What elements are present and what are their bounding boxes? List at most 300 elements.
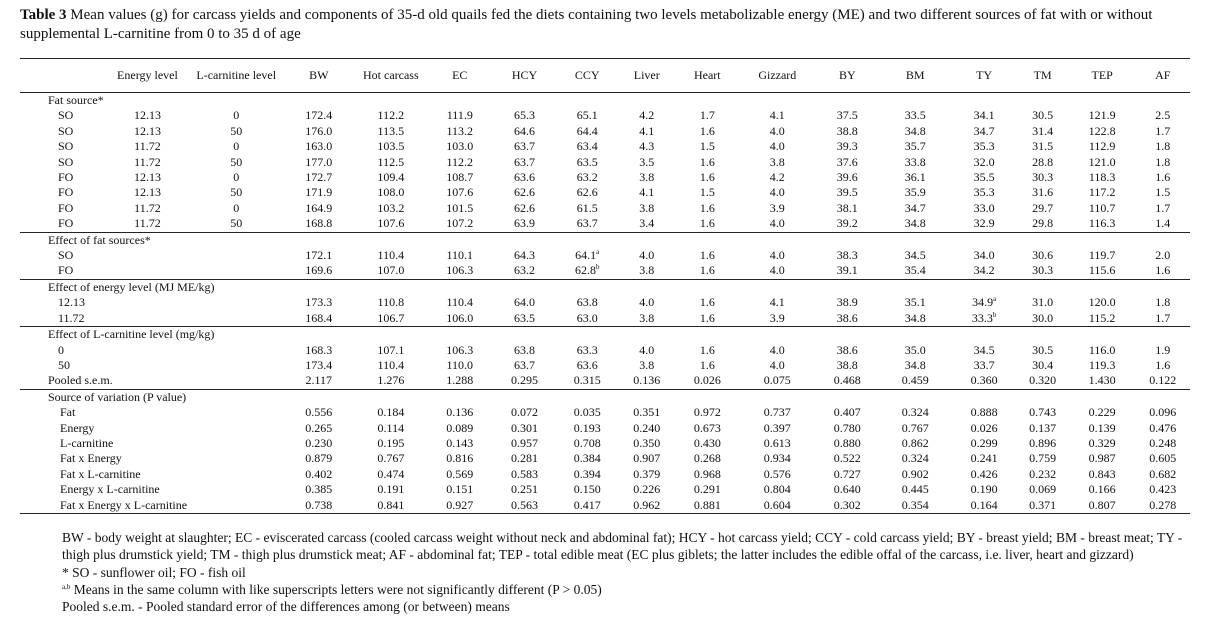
table-cell: 0.804 (763, 482, 791, 497)
table-cell: 1.6 (699, 200, 715, 215)
table-cell: 0.987 (1088, 451, 1116, 466)
table-cell: 4.0 (769, 185, 785, 200)
row-label: 11.72 (20, 311, 106, 327)
table-cell: 0.184 (377, 405, 405, 420)
table-cell: 0.476 (1149, 420, 1177, 435)
table-cell: 38.1 (836, 200, 858, 215)
table-cell: 11.72 (134, 139, 161, 154)
table-cell: 11.72 (134, 200, 161, 215)
table-cell: 4.2 (769, 170, 785, 185)
table-cell (676, 343, 739, 358)
section-header-row (20, 389, 1190, 405)
table-cell: 0.164 (952, 498, 1017, 514)
cell-value: 30.3 (1032, 263, 1054, 278)
table-cell: 168.8 (283, 216, 354, 232)
table-cell (618, 311, 676, 327)
footnote-superscripts (20, 581, 1200, 598)
table-cell (283, 295, 354, 310)
table-cell: 39.6 (836, 170, 858, 185)
table-cell (354, 343, 427, 358)
cell-value: 35.4 (904, 263, 926, 278)
cell-value: 110.1 (446, 248, 474, 263)
table-cell: 63.9 (492, 216, 557, 232)
table-cell (618, 263, 676, 279)
table-cell: 34.7 (973, 123, 995, 138)
table-cell (676, 263, 739, 279)
table-row (20, 498, 1190, 514)
table-cell (557, 263, 618, 279)
table-cell: 1.5 (699, 185, 715, 200)
table-cell: 1.8 (1155, 139, 1171, 154)
table-cell: 1.7 (1155, 123, 1171, 138)
table-cell: 107.6 (446, 185, 474, 200)
section-title: Source of variation (P value) (48, 389, 187, 404)
row-label: Energy x L-carnitine (60, 482, 160, 497)
row-label: SO (58, 248, 74, 263)
table-cell: 39.3 (836, 139, 858, 154)
data-table-container (20, 58, 1210, 514)
table-cell (816, 311, 879, 327)
table-cell: 0.522 (833, 451, 861, 466)
table-cell (739, 311, 816, 327)
cell-value: 34.5 (973, 342, 995, 357)
table-cell: 64.6 (514, 123, 536, 138)
table-cell (106, 343, 190, 358)
table-cell: 113.2 (446, 123, 474, 138)
column-header: BY (838, 68, 856, 82)
table-cell: 35.7 (904, 139, 926, 154)
table-cell (879, 263, 952, 279)
table-cell: 0.888 (970, 405, 998, 420)
header-row (20, 59, 1190, 93)
table-cell (952, 358, 1017, 373)
cell-value: 39.1 (836, 263, 858, 278)
significance-superscript: a (993, 295, 997, 304)
table-cell (106, 358, 190, 373)
column-header: BM (905, 68, 925, 82)
significance-superscript: b (992, 310, 997, 319)
table-cell: 0.143 (446, 435, 474, 450)
table-cell (1136, 263, 1190, 279)
table-cell: 171.9 (305, 185, 333, 200)
cell-value: 38.6 (836, 342, 858, 357)
cell-value: 62.8 (574, 263, 596, 278)
table-cell: 0.096 (1149, 405, 1177, 420)
cell-value: 33.7 (973, 357, 995, 372)
table-cell: 0.302 (816, 498, 879, 514)
row-label: SO (58, 139, 74, 154)
cell-value: 34.0 (973, 248, 995, 263)
table-cell (427, 343, 492, 358)
significance-superscript: b (595, 263, 600, 272)
table-cell: 0.605 (1149, 451, 1177, 466)
table-cell: 0.468 (816, 373, 879, 389)
table-cell (816, 295, 879, 310)
table-cell: 3.5 (639, 154, 655, 169)
table-cell: 1.6 (699, 170, 715, 185)
table-cell (1017, 295, 1069, 310)
table-cell (557, 343, 618, 358)
cell-value: 4.0 (769, 248, 785, 263)
table-cell: 0.301 (511, 420, 539, 435)
table-row (20, 108, 1190, 123)
table-cell: 35.3 (973, 185, 995, 200)
table-cell: 107.6 (354, 216, 427, 232)
table-cell (427, 311, 492, 327)
section-header-row (20, 93, 1190, 109)
table-cell: 4.0 (769, 139, 785, 154)
column-header: BW (309, 68, 329, 82)
table-cell: 117.2 (1088, 185, 1116, 200)
table-cell (676, 295, 739, 310)
table-cell: 50 (189, 216, 283, 232)
table-cell: 33.8 (904, 154, 926, 169)
table-cell: 0.727 (833, 466, 861, 481)
significance-superscript: a (596, 248, 600, 257)
table-cell: 172.7 (305, 170, 333, 185)
table-row (20, 467, 1190, 482)
table-cell: 34.7 (904, 200, 926, 215)
table-cell: 0.841 (354, 498, 427, 514)
column-header: L-carnitine level (196, 68, 277, 82)
footnote-abbreviations: BW - body weight at slaughter; EC - eviscerated carcass (cooled carcass weight without neck and abdominal fat); HCY - hot carcass yield; CCY - cold carcass yield; BY - breast yield; BM - breast meat; TY - thigh plus drumstick yield; TM - thigh plus drumstick meat; AF - abdominal fat; TEP - total edible meat (EC plus giblets; the latter includes the edible offal of the carcass, i.e. liver, heart and gizzard) (62, 530, 1183, 563)
table-cell: 0.190 (970, 482, 998, 497)
table-cell: 63.5 (576, 154, 598, 169)
table-cell: 164.9 (305, 200, 333, 215)
table-cell: 1.5 (699, 139, 715, 154)
pooled-sem-row (20, 373, 1190, 389)
cell-value: 34.5 (904, 248, 926, 263)
table-cell (492, 358, 557, 373)
cell-value: 172.1 (305, 248, 333, 263)
table-cell: 0.968 (693, 466, 721, 481)
table-cell: 0.324 (901, 405, 929, 420)
column-header: EC (452, 68, 468, 82)
table-cell: 0.423 (1149, 482, 1177, 497)
table-cell: 0.278 (1136, 498, 1190, 514)
table-cell: 3.8 (639, 200, 655, 215)
table-cell: 0.166 (1088, 482, 1116, 497)
cell-value: 4.1 (769, 295, 785, 310)
table-cell (1017, 358, 1069, 373)
table-cell: 0.379 (633, 466, 661, 481)
section-header-row (20, 327, 1190, 343)
table-cell: 1.6 (1155, 170, 1171, 185)
table-cell (427, 295, 492, 310)
table-cell: 0.737 (763, 405, 791, 420)
table-cell (283, 263, 354, 279)
table-cell: 0.613 (763, 435, 791, 450)
cell-value: 30.5 (1032, 342, 1054, 357)
table-cell: 1.430 (1069, 373, 1136, 389)
table-cell: 172.4 (305, 108, 333, 123)
cell-value: 1.9 (1155, 342, 1171, 357)
table-cell: 112.2 (377, 108, 405, 123)
table-cell: 0.089 (446, 420, 474, 435)
table-cell: 1.8 (1155, 154, 1171, 169)
table-cell: 0.114 (377, 420, 405, 435)
table-cell: 1.276 (354, 373, 427, 389)
cell-value: 173.3 (305, 295, 333, 310)
table-cell: 35.9 (904, 185, 926, 200)
footnotes (20, 529, 1200, 615)
cell-value: 107.0 (377, 263, 405, 278)
table-cell: 163.0 (305, 139, 333, 154)
table-row (20, 216, 1190, 232)
table-cell (557, 358, 618, 373)
table-cell: 37.6 (836, 154, 858, 169)
table-cell (1017, 311, 1069, 327)
table-cell: 0.193 (573, 420, 601, 435)
table-cell: 112.2 (446, 154, 474, 169)
cell-value: 33.3 (971, 310, 993, 325)
table-cell: 4.1 (639, 123, 655, 138)
table-cell: 11.72 (106, 216, 190, 232)
row-label: Pooled s.e.m. (20, 373, 106, 389)
table-cell: 107.2 (427, 216, 492, 232)
table-caption (20, 6, 1200, 44)
table-cell: 0.407 (833, 405, 861, 420)
table-cell (283, 358, 354, 373)
table-cell: 12.13 (133, 185, 161, 200)
table-cell: 0.880 (833, 435, 861, 450)
table-cell (952, 343, 1017, 358)
table-cell (106, 373, 190, 389)
table-cell: 0.583 (511, 466, 539, 481)
cell-value: 4.0 (769, 357, 785, 372)
table-row (20, 311, 1190, 327)
table-cell: 31.5 (1032, 139, 1054, 154)
table-cell (952, 248, 1017, 263)
table-cell (1069, 263, 1136, 279)
table-cell: 0.604 (739, 498, 816, 514)
table-cell (676, 248, 739, 263)
column-header: Hot carcass (363, 68, 419, 82)
cell-value: 64.0 (514, 295, 536, 310)
table-cell: 0.780 (833, 420, 861, 435)
table-row (20, 451, 1190, 466)
table-cell (1069, 311, 1136, 327)
table-cell: 63.2 (576, 170, 598, 185)
table-cell: 3.9 (769, 200, 785, 215)
table-cell (1069, 295, 1136, 310)
footnote-pooled: Pooled s.e.m. - Pooled standard error of the differences among (or between) means (62, 599, 510, 615)
table-cell: 62.6 (514, 200, 536, 215)
table-cell: 31.4 (1032, 123, 1054, 138)
table-cell: 177.0 (305, 154, 333, 169)
table-cell: 122.8 (1088, 123, 1116, 138)
table-cell: 0.226 (633, 482, 661, 497)
table-cell: 0.927 (427, 498, 492, 514)
table-cell (1017, 248, 1069, 263)
cell-value: 169.6 (305, 263, 333, 278)
table-cell: 0.230 (305, 435, 333, 450)
table-cell: 0.445 (901, 482, 929, 497)
table-cell (354, 248, 427, 263)
table-cell: 34.8 (879, 216, 952, 232)
cell-value: 1.6 (699, 263, 715, 278)
cell-value: 38.6 (836, 310, 858, 325)
table-cell (189, 311, 283, 327)
table-cell (1069, 343, 1136, 358)
table-cell: 1.288 (427, 373, 492, 389)
cell-value: 38.8 (836, 357, 858, 372)
table-cell: 4.1 (639, 185, 655, 200)
cell-value: 4.0 (639, 342, 655, 357)
table-cell: 0.640 (833, 482, 861, 497)
table-cell: 110.7 (1088, 200, 1116, 215)
table-cell: 0.902 (901, 466, 929, 481)
cell-value: 120.0 (1088, 295, 1116, 310)
table-cell: 12.13 (133, 108, 161, 123)
table-cell (189, 248, 283, 263)
row-label: 0 (58, 342, 64, 357)
table-cell (106, 311, 190, 327)
cell-value: 116.0 (1088, 342, 1116, 357)
table-cell (952, 311, 1017, 327)
table-cell: 63.7 (514, 154, 536, 169)
table-cell: 3.8 (769, 154, 785, 169)
row-label: FO (20, 263, 106, 279)
table-cell (879, 343, 952, 358)
section-title: Effect of fat sources* (48, 232, 151, 247)
cell-value: 110.4 (377, 248, 405, 263)
row-label: Energy (60, 420, 95, 435)
cell-value: 34.9 (972, 295, 994, 310)
table-cell: 0.350 (633, 435, 661, 450)
table-cell: 0.843 (1088, 466, 1116, 481)
table-cell (879, 295, 952, 310)
footnote-sup-letters: a,b (62, 582, 71, 591)
cell-value: 119.3 (1088, 357, 1116, 372)
cell-value: 173.4 (305, 357, 333, 372)
table-cell: 0.072 (511, 405, 539, 420)
table-cell (816, 343, 879, 358)
table-cell (283, 311, 354, 327)
cell-value: 119.7 (1088, 248, 1116, 263)
row-label: SO (58, 108, 74, 123)
table-cell: 36.1 (904, 170, 926, 185)
column-header: Energy level (117, 68, 178, 82)
row-label: FO (58, 200, 74, 215)
table-cell: 1.4 (1136, 216, 1190, 232)
table-cell: 121.0 (1088, 154, 1116, 169)
table-cell: 0.962 (618, 498, 676, 514)
table-cell: 0.862 (901, 435, 929, 450)
table-cell (879, 358, 952, 373)
table-cell: 4.2 (639, 108, 655, 123)
table-cell (492, 343, 557, 358)
table-cell: 1.6 (699, 154, 715, 169)
table-cell (1136, 295, 1190, 310)
cell-value: 3.8 (639, 357, 655, 372)
cell-value: 1.6 (699, 248, 715, 263)
table-cell: 109.4 (377, 170, 405, 185)
cell-value: 4.0 (769, 263, 785, 278)
table-cell: 0.136 (618, 373, 676, 389)
table-cell: 0.295 (492, 373, 557, 389)
column-header: CCY (574, 68, 600, 82)
table-cell (106, 248, 190, 263)
table-cell (618, 295, 676, 310)
table-cell: 0.474 (377, 466, 405, 481)
table-cell: 0.972 (693, 405, 721, 420)
cell-value: 63.7 (514, 357, 536, 372)
cell-value: 64.3 (514, 248, 536, 263)
cell-value: 30.0 (1032, 310, 1054, 325)
table-cell (354, 311, 427, 327)
table-cell: 35.5 (973, 170, 995, 185)
table-cell (816, 358, 879, 373)
table-cell: 0.229 (1088, 405, 1116, 420)
table-cell (492, 248, 557, 263)
table-row (20, 436, 1190, 451)
table-cell: 0.281 (511, 451, 539, 466)
table-cell: 63.7 (514, 139, 536, 154)
cell-value: 110.0 (446, 357, 474, 372)
table-cell: 0.315 (557, 373, 618, 389)
table-cell: 2.5 (1155, 108, 1171, 123)
table-cell: 12.13 (133, 123, 161, 138)
row-label: 12.13 (58, 295, 85, 310)
table-cell: 28.8 (1032, 154, 1054, 169)
table-cell: 4.3 (639, 139, 655, 154)
table-cell (492, 263, 557, 279)
table-cell: 34.1 (973, 108, 995, 123)
row-label: Fat x Energy x L-carnitine (20, 498, 283, 514)
cell-value: 1.6 (699, 295, 715, 310)
cell-value: 115.2 (1088, 310, 1116, 325)
table-cell: 0.191 (377, 482, 405, 497)
cell-value: 34.8 (904, 357, 926, 372)
cell-value: 35.0 (904, 342, 926, 357)
cell-value: 107.1 (377, 342, 405, 357)
table-row (20, 248, 1190, 263)
row-label: 50 (58, 357, 70, 372)
table-cell: 103.0 (446, 139, 474, 154)
table-cell: 0.563 (492, 498, 557, 514)
table-cell: 0.360 (952, 373, 1017, 389)
table-cell: 65.3 (514, 108, 536, 123)
section-title: Fat source* (48, 93, 104, 107)
cell-value: 1.6 (699, 357, 715, 372)
table-cell: 0.351 (633, 405, 661, 420)
table-cell: 121.9 (1088, 108, 1116, 123)
section-title: Effect of energy level (MJ ME/kg) (48, 279, 215, 294)
table-cell (1069, 248, 1136, 263)
row-label: FO (58, 185, 74, 200)
table-cell: 2.117 (283, 373, 354, 389)
table-cell (427, 248, 492, 263)
cell-value: 34.2 (973, 263, 995, 278)
table-row (20, 405, 1190, 420)
cell-value: 110.4 (446, 295, 474, 310)
table-cell: 62.6 (514, 185, 536, 200)
table-cell (816, 248, 879, 263)
column-header: HCY (511, 68, 538, 82)
table-cell: 3.4 (618, 216, 676, 232)
table-cell: 0.402 (305, 466, 333, 481)
table-cell: 0.896 (1029, 435, 1057, 450)
cell-value: 63.3 (576, 342, 598, 357)
table-cell (1136, 358, 1190, 373)
table-cell: 0.026 (970, 420, 998, 435)
table-cell: 0.385 (305, 482, 333, 497)
table-cell: 0.759 (1029, 451, 1057, 466)
section-header-row (20, 279, 1190, 295)
table-cell: 0.139 (1088, 420, 1116, 435)
table-cell: 0.329 (1088, 435, 1116, 450)
